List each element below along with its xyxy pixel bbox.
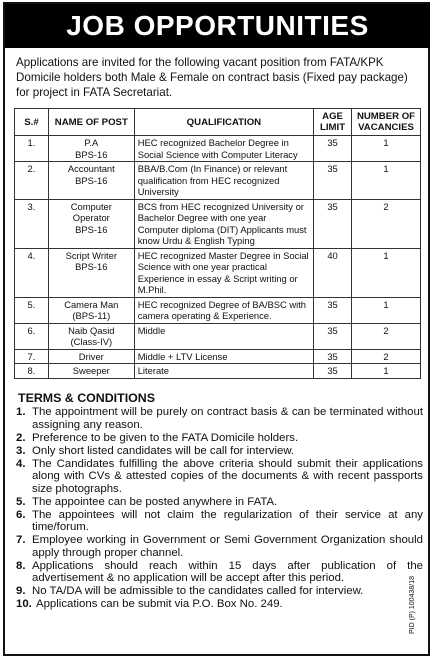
table-row xyxy=(15,248,421,297)
cell-post xyxy=(48,162,134,200)
post-name: P.A xyxy=(84,137,99,148)
term-item xyxy=(16,585,423,598)
cell-post xyxy=(48,297,134,323)
post-name: Accountant xyxy=(67,163,115,174)
cell-age: 35 xyxy=(314,297,352,323)
header-vacancies: NUMBER OF VACANCIES xyxy=(352,109,421,136)
term-number: 4. xyxy=(16,457,26,470)
cell-post xyxy=(48,364,134,379)
cell-vacancies: 2 xyxy=(352,349,421,364)
post-name: Sweeper xyxy=(72,365,110,376)
cell-qualification: HEC recognized Degree of BA/BSC with camera operating & Experience. xyxy=(134,297,313,323)
table-row xyxy=(15,136,421,162)
post-name: Computer Operator xyxy=(70,200,112,223)
header-post: NAME OF POST xyxy=(48,109,134,136)
cell-age: 35 xyxy=(314,349,352,364)
post-name: Camera Man xyxy=(64,298,119,310)
cell-age: 35 xyxy=(314,323,352,349)
term-item xyxy=(16,509,423,534)
term-item xyxy=(16,432,423,445)
post-scale: BPS-16 xyxy=(75,148,108,160)
term-text: Employee working in Government or Semi Government Organization should apply through proper channel. xyxy=(32,534,423,559)
cell-post xyxy=(48,349,134,364)
terms-list xyxy=(16,406,423,611)
term-number: 9. xyxy=(16,585,26,598)
cell-qualification: BCS from HEC recognized University or Bachelor Degree with one year Computer diploma (DIT) Applicants must know Urdu & English Typing xyxy=(134,199,313,248)
cell-sn: 8. xyxy=(15,364,49,379)
cell-qualification: Middle + LTV License xyxy=(134,349,313,364)
term-number: 8. xyxy=(16,559,26,572)
term-number: 3. xyxy=(16,444,26,457)
term-item xyxy=(16,496,423,509)
cell-age: 35 xyxy=(314,364,352,379)
cell-post xyxy=(48,136,134,162)
cell-qualification: HEC recognized Master Degree in Social Science with one year practical Experience in essay & Script writing or M.Phil. xyxy=(134,248,313,297)
cell-vacancies: 1 xyxy=(352,162,421,200)
cell-age: 40 xyxy=(314,248,352,297)
post-scale: BPS-16 xyxy=(75,223,108,235)
term-text: Only short listed candidates will be call for interview. xyxy=(32,444,295,457)
post-name: Driver xyxy=(78,350,104,362)
cell-age: 35 xyxy=(314,199,352,248)
term-item xyxy=(16,458,423,496)
cell-qualification: HEC recognized Bachelor Degree in Social Science with Computer Literacy xyxy=(134,136,313,162)
header-age: AGE LIMIT xyxy=(314,109,352,136)
cell-qualification: Literate xyxy=(134,364,313,379)
post-scale: (Class-IV) xyxy=(70,336,113,347)
cell-age: 35 xyxy=(314,136,352,162)
table-row xyxy=(15,297,421,323)
term-number: 1. xyxy=(16,406,26,418)
header-sn: S.# xyxy=(15,109,49,136)
cell-qualification: BBA/B.Com (In Finance) or relevant qualification from HEC recognized University xyxy=(134,162,313,200)
term-number: 6. xyxy=(16,508,26,521)
post-name: Naib Qasid xyxy=(68,324,115,336)
cell-vacancies: 1 xyxy=(352,364,421,379)
term-item xyxy=(16,598,423,611)
term-item xyxy=(16,534,423,559)
cell-sn: 6. xyxy=(15,323,49,349)
cell-sn: 3. xyxy=(15,199,49,248)
term-text: The appointees will not claim the regularization of their service at any time/forum. xyxy=(32,508,423,534)
table-row xyxy=(15,364,421,379)
term-number: 7. xyxy=(16,534,26,547)
pid-code: PID (P) 100438/18 xyxy=(409,576,416,634)
cell-qualification: Middle xyxy=(134,323,313,349)
cell-sn: 4. xyxy=(15,248,49,297)
cell-sn: 5. xyxy=(15,297,49,323)
term-number: 10. xyxy=(16,598,32,611)
cell-age: 35 xyxy=(314,162,352,200)
term-number: 2. xyxy=(16,431,26,444)
cell-vacancies: 1 xyxy=(352,248,421,297)
term-item xyxy=(16,445,423,458)
term-text: Applications can be submit via P.O. Box No. 249. xyxy=(36,598,283,611)
table-header-row xyxy=(15,109,421,136)
post-scale: BPS-16 xyxy=(75,174,108,186)
table-row xyxy=(15,162,421,200)
table-row xyxy=(15,199,421,248)
term-text: The Candidates fulfilling the above criteria should submit their applications along with CVs & attested copies of the documents & with recent passports size photographs. xyxy=(32,457,423,495)
intro-paragraph: Applications are invited for the following vacant position from FATA/KPK Domicile holders both Male & Female on contract basis (Fixed pay package) for project in FATA Secretariat. xyxy=(16,56,408,99)
vacancies-table xyxy=(14,108,421,379)
table-row xyxy=(15,323,421,349)
cell-post xyxy=(48,199,134,248)
ad-title: JOB OPPORTUNITIES xyxy=(5,4,430,48)
term-item xyxy=(16,560,423,585)
cell-post xyxy=(48,323,134,349)
post-scale: BPS-16 xyxy=(75,261,108,272)
post-scale: (BPS-11) xyxy=(72,310,111,321)
table-row xyxy=(15,349,421,364)
term-text: Applications should reach within 15 days after publication of the advertisement & no application will be accept after this period. xyxy=(32,559,423,585)
cell-sn: 2. xyxy=(15,162,49,200)
header-qualification: QUALIFICATION xyxy=(134,109,313,136)
cell-vacancies: 2 xyxy=(352,199,421,248)
term-text: Preference to be given to the FATA Domicile holders. xyxy=(32,431,299,444)
cell-sn: 7. xyxy=(15,349,49,364)
cell-post xyxy=(48,248,134,297)
cell-vacancies: 1 xyxy=(352,297,421,323)
post-name: Script Writer xyxy=(65,249,117,261)
term-text: No TA/DA will be admissible to the candidates called for interview. xyxy=(32,585,364,598)
term-text: The appointment will be purely on contract basis & can be terminated without assigning any reason. xyxy=(32,406,423,431)
term-number: 5. xyxy=(16,495,26,508)
term-item xyxy=(16,406,423,431)
cell-sn: 1. xyxy=(15,136,49,162)
terms-heading: TERMS & CONDITIONS xyxy=(18,391,155,405)
term-text: The appointee can be posted anywhere in FATA. xyxy=(32,495,278,508)
cell-vacancies: 1 xyxy=(352,136,421,162)
cell-vacancies: 2 xyxy=(352,323,421,349)
